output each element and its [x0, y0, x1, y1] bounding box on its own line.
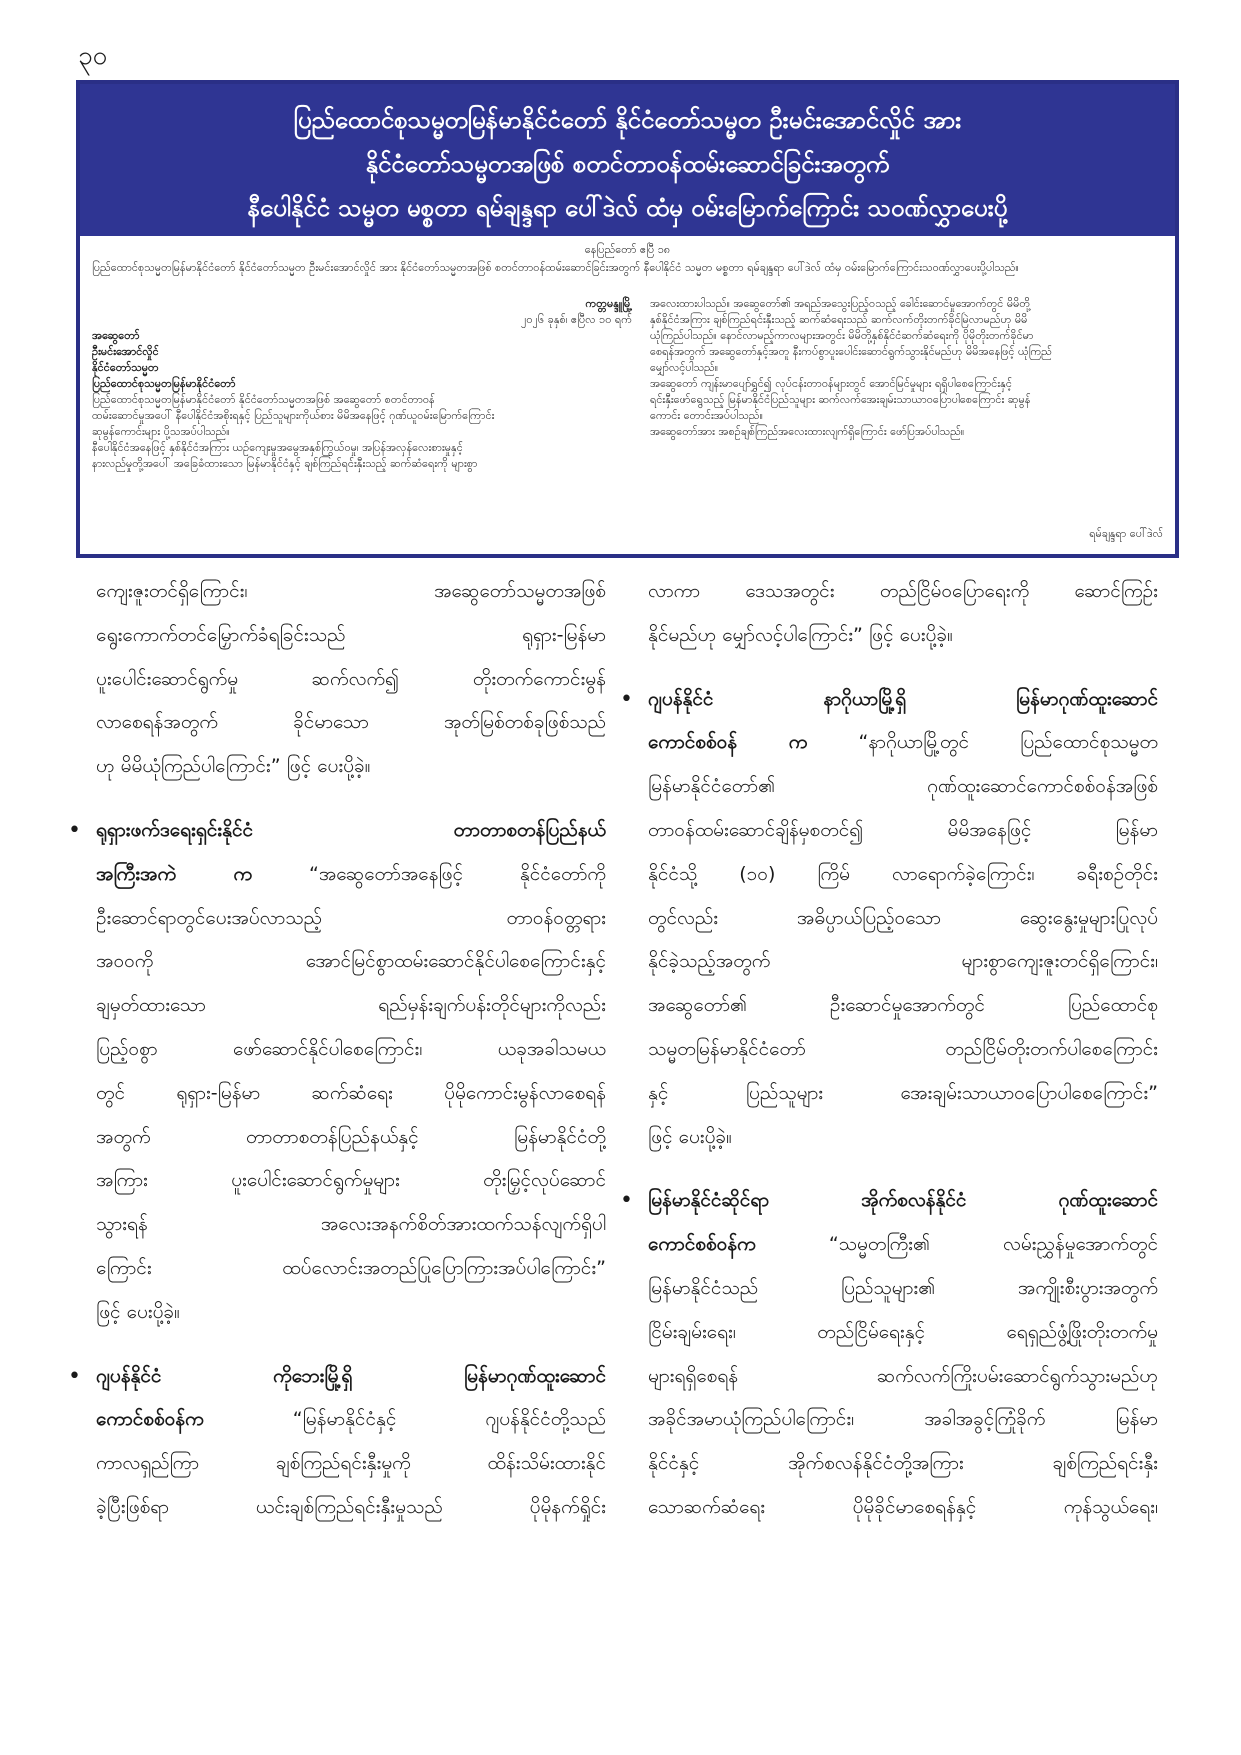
- bullet-item: [68, 1355, 606, 1399]
- text-line: မြန်မာနိုင်ငံတော်၏ ဂုဏ်ထူးဆောင်ကောင်စစ်ဝန်အဖြစ်: [648, 775, 1158, 798]
- bullet-icon: •: [620, 686, 633, 712]
- text-line: ဖြင့် ပေးပို့ခဲ့။: [648, 1125, 732, 1148]
- letter-text-line: ဆုမွန်ကောင်းများ ပို့သအပ်ပါသည်။: [92, 425, 230, 438]
- bullet-item: [620, 678, 1158, 722]
- item-heading: မြန်မာနိုင်ငံဆိုင်ရာ အိုက်စလန်နိုင်ငံ ဂုဏ်ထူးဆောင်: [648, 1189, 1158, 1212]
- text-line: ဦးဆောင်ရာတွင်ပေးအပ်လာသည့် တာဝန်ဝတ္တရား: [96, 906, 606, 929]
- item-heading: ကောင်စစ်ဝန်က: [648, 1233, 756, 1256]
- item-heading: ရုရှားဖက်ဒရေးရှင်းနိုင်ငံ တာတာစတန်ပြည်နယ်: [96, 818, 606, 841]
- text-line: အဆွေတော်၏ ဦးဆောင်မှုအောက်တွင် ပြည်ထောင်စု: [648, 994, 1158, 1017]
- text-line: နိုင်မည်ဟု မျှော်လင့်ပါကြောင်း” ဖြင့် ပေးပို့ခဲ့။: [648, 623, 953, 646]
- headline-line: ပြည်ထောင်စုသမ္မတမြန်မာနိုင်ငံတော် နိုင်ငံတော်သမ္မတ ဦးမင်းအောင်လှိုင် အား: [293, 106, 962, 134]
- headline-banner: [80, 84, 1175, 236]
- text-line: ဟု မိမိယုံကြည်ပါကြောင်း” ဖြင့် ပေးပို့ခဲ့။: [96, 755, 371, 778]
- text-line: မြန်မာနိုင်ငံသည် ပြည်သူများ၏ အကျိုးစီးပွားအတွက်: [648, 1276, 1158, 1299]
- text-line: လာကာ ဒေသအတွင်း တည်ငြိမ်ဝပြောရေးကို ဆောင်ကြဉ်း: [648, 580, 1158, 602]
- text-line: ချမှတ်ထားသော ရည်မှန်းချက်ပန်းတိုင်များကိုလည်း: [96, 994, 606, 1017]
- page-number: ၃၀: [78, 41, 108, 71]
- bullet-icon: •: [620, 1188, 633, 1214]
- letter-text-line: နားလည်မှုတို့အပေါ် အခြေခံထားသော မြန်မာနိုင်ငံနှင့် ချစ်ကြည်ရင်းနှီးသည့် ဆက်ဆံရေးကို များစွာ: [92, 457, 478, 470]
- letter-text-line: စေရန်အတွက် အဆွေတော်နှင့်အတူ နီးကပ်စွာပူးပေါင်းဆောင်ရွက်သွားနိုင်မည်ဟု မိမိအနေဖြင့် ယုံကြည်: [650, 345, 1052, 358]
- text-line: အကြား ပူးပေါင်းဆောင်ရွက်မှုများ တိုးမြှင့်လုပ်ဆောင်: [96, 1169, 606, 1192]
- headline-line: နီပေါနိုင်ငံ သမ္မတ မစ္စတာ ရမ်ချန္ဒရာ ပေါ်ဒဲလ် ထံမှ ဝမ်းမြောက်ကြောင်း သဝဏ်လွှာပေးပို့: [247, 194, 1008, 222]
- text-line: အခိုင်အမာယုံကြည်ပါကြောင်း၊ အခါအခွင့်ကြုံခိုက် မြန်မာ: [648, 1408, 1158, 1431]
- letter-right-column: [650, 296, 1165, 440]
- text-segment: “အဆွေတော်အနေဖြင့် နိုင်ငံတော်ကို: [309, 862, 607, 885]
- item-heading: ဂျပန်နိုင်ငံ ကိုဘေးမြို့ရှိ မြန်မာဂုဏ်ထူးဆောင်: [96, 1364, 606, 1387]
- text-line: နှင့် ပြည်သူများ အေးချမ်းသာယာဝပြောပါစေကြောင်း”: [648, 1081, 1158, 1104]
- letter-text-line: နှစ်နိုင်ငံအကြား ချစ်ကြည်ရင်းနှီးသည့် ဆက်ဆံရေးသည် ဆက်လက်တိုးတက်ခိုင်မြဲလာမည်ဟု မိမိ: [650, 313, 1028, 326]
- text-line: အတွက် တာတာစတန်ပြည်နယ်နှင့် မြန်မာနိုင်ငံတို့: [96, 1125, 606, 1148]
- letter-intro: ပြည်ထောင်စုသမ္မတမြန်မာနိုင်ငံတော် နိုင်ငံတော်သမ္မတ ဦးမင်းအောင်လှိုင် အား နိုင်ငံတော်သမ္မတအဖြစ် စတင်တာဝန်ထမ်းဆောင်ခြင်းအတွက် နီပေါနိုင်ငံ သမ္မတ မစ္စတာ ရမ်ချန္ဒရာ ပေါ်ဒဲလ် ထံမှ ဝမ်းမြောက်ကြောင်းသဝဏ်လွှာပေးပို့ပါသည်။: [92, 261, 1019, 274]
- text-line: အဝဝကို အောင်မြင်စွာထမ်းဆောင်နိုင်ပါစေကြောင်းနှင့်: [96, 950, 606, 973]
- text-line: တာဝန်ထမ်းဆောင်ချိန်မှစတင်၍ မိမိအနေဖြင့် မြန်မာ: [648, 818, 1158, 841]
- headline-line: နိုင်ငံတော်သမ္မတအဖြစ် စတင်တာဝန်ထမ်းဆောင်ခြင်းအတွက်: [365, 150, 890, 178]
- text-line: လာစေရန်အတွက် ခိုင်မာသော အုတ်မြစ်တစ်ခုဖြစ်သည်: [96, 711, 606, 734]
- bullet-item: [620, 1179, 1158, 1223]
- text-line: ငြိမ်းချမ်းရေး၊ တည်ငြိမ်ရေးနှင့် ရေရှည်ဖွံ့ဖြိုးတိုးတက်မှု: [648, 1320, 1158, 1343]
- text-line: တွင် ရုရှား-မြန်မာ ဆက်ဆံရေး ပိုမိုကောင်းမွန်လာစေရန်: [96, 1081, 606, 1104]
- letter-text-line: မျှော်လင့်ပါသည်။: [650, 361, 719, 374]
- text-line: ပြည့်ဝစွာ ဖော်ဆောင်နိုင်ပါစေကြောင်း၊ ယခုအခါသမယ: [96, 1037, 606, 1060]
- letter-date: ၂၀၂၆ ခုနှစ်၊ ဧပြီလ ၁၀ ရက်: [520, 313, 632, 326]
- text-segment: “မြန်မာနိုင်ငံနှင့် ဂျပန်နိုင်ငံတို့သည်: [292, 1408, 606, 1431]
- text-line: ဖြင့် ပေးပို့ခဲ့။: [96, 1300, 180, 1323]
- letter-text-line: ရင်းနှီးဖော်ရွေသည့် မြန်မာနိုင်ငံပြည်သူများ ဆက်လက်အေးချမ်းသာယာဝပြောပါစေကြောင်း ဆုမွန်: [650, 393, 1031, 406]
- bullet-item: [68, 809, 606, 853]
- letter-text-line: ယုံကြည်ပါသည်။ နောင်လာမည့်ကာလများအတွင်း မိမိတို့နှစ်နိုင်ငံဆက်ဆံရေးကို ပိုမိုတိုးတက်ခိုင်မာ: [650, 329, 1034, 342]
- letter-box: [76, 80, 1179, 558]
- article-column-1: [68, 570, 607, 1530]
- item-heading: ဂျပန်နိုင်ငံ နာဂိုယာမြို့ရှိ မြန်မာဂုဏ်ထူးဆောင်: [648, 687, 1158, 710]
- letter-text-line: အလေးထားပါသည်။ အဆွေတော်၏ အရည်အသွေးပြည့်ဝသည့် ခေါင်းဆောင်မှုအောက်တွင် မိမိတို့: [650, 297, 1031, 310]
- salutation-line: ပြည်ထောင်စုသမ္မတမြန်မာနိုင်ငံတော်: [92, 377, 236, 390]
- item-heading: ကောင်စစ်ဝန်က: [96, 1408, 204, 1431]
- item-heading: အကြီးအကဲ က: [96, 862, 253, 885]
- text-line: များရရှိစေရန် ဆက်လက်ကြိုးပမ်းဆောင်ရွက်သွားမည်ဟု: [648, 1364, 1158, 1387]
- bullet-icon: •: [68, 817, 81, 843]
- letter-text-line: ထမ်းဆောင်မှုအပေါ် နီပေါနိုင်ငံအစိုးရနှင့် ပြည်သူများကိုယ်စား မိမိအနေဖြင့် ဂုဏ်ယူဝမ်းမြောက်ကြောင်း: [92, 409, 495, 422]
- letter-text-line: ကောင်း တောင်းအပ်ပါသည်။: [650, 409, 763, 422]
- text-segment: “နာဂိုယာမြို့တွင် ပြည်ထောင်စုသမ္မတ: [858, 731, 1159, 754]
- salutation-line: ဦးမင်းအောင်လှိုင်: [92, 345, 159, 358]
- text-line: သမ္မတမြန်မာနိုင်ငံတော် တည်ငြိမ်တိုးတက်ပါစေကြောင်း: [648, 1037, 1158, 1060]
- letter-left-column: [92, 296, 632, 472]
- letter-dateline: နေပြည်တော် ဧပြီ ၁၈: [584, 243, 671, 256]
- letter-place: ကတ္တမန္ဒူမြို့: [585, 297, 632, 310]
- text-line: ကျေးဇူးတင်ရှိကြောင်း၊ အဆွေတော်သမ္မတအဖြစ်: [96, 580, 606, 602]
- text-line: ပူးပေါင်းဆောင်ရွက်မှု ဆက်လက်၍ တိုးတက်ကောင်းမွန်: [96, 667, 606, 690]
- letter-signature: ရမ်ချန္ဒရာ ပေါ်ဒဲလ်: [1089, 527, 1163, 540]
- salutation-line: နိုင်ငံတော်သမ္မတ: [92, 361, 159, 374]
- text-line: ခဲ့ပြီးဖြစ်ရာ ယင်းချစ်ကြည်ရင်းနှီးမှုသည် ပိုမိုနက်ရှိုင်း: [96, 1495, 606, 1518]
- letter-text-line: ပြည်ထောင်စုသမ္မတမြန်မာနိုင်ငံတော် နိုင်ငံတော်သမ္မတအဖြစ် အဆွေတော် စတင်တာဝန်: [92, 393, 435, 406]
- item-heading: ကောင်စစ်ဝန် က: [648, 731, 808, 754]
- text-segment: “သမ္မတကြီး၏ လမ်းညွှန်မှုအောက်တွင်: [828, 1233, 1159, 1256]
- letter-text-line: နီပေါနိုင်ငံအနေဖြင့် နှစ်နိုင်ငံအကြား ယဉ်ကျေးမှုအမွေအနှစ်ကြွယ်ဝမှု၊ အပြန်အလှန်လေးစားမှုနှင့်: [92, 441, 463, 454]
- text-line: နိုင်ငံသို့ (၁၀) ကြိမ် လာရောက်ခဲ့ကြောင်း၊ ခရီးစဉ်တိုင်း: [648, 862, 1158, 885]
- text-line: ကြောင်း ထပ်လောင်းအတည်ပြုပြောကြားအပ်ပါကြောင်း”: [96, 1256, 606, 1279]
- text-line: ရွေးကောက်တင်မြှောက်ခံရခြင်းသည် ရုရှား-မြန်မာ: [96, 623, 606, 646]
- letter-text-line: အဆွေတော်အား အစဉ်ချစ်ကြည်အလေးထားလျက်ရှိကြောင်း ဖော်ပြအပ်ပါသည်။: [650, 425, 965, 438]
- text-line: နိုင်ခဲ့သည့်အတွက် များစွာကျေးဇူးတင်ရှိကြောင်း၊: [648, 950, 1158, 973]
- letter-body: [80, 236, 1175, 554]
- text-line: ကာလရှည်ကြာ ချစ်ကြည်ရင်းနှီးမှုကို ထိန်းသိမ်းထားနိုင်: [96, 1452, 606, 1475]
- text-line: တွင်လည်း အဓိပ္ပာယ်ပြည့်ဝသော ဆွေးနွေးမှုများပြုလုပ်: [648, 906, 1158, 929]
- bullet-icon: •: [68, 1363, 81, 1389]
- article-column-2: [620, 570, 1159, 1530]
- text-line: သွားရန် အလေးအနက်စိတ်အားထက်သန်လျက်ရှိပါ: [96, 1213, 606, 1236]
- text-line: သောဆက်ဆံရေး ပိုမိုခိုင်မာစေရန်နှင့် ကုန်သွယ်ရေး၊: [648, 1495, 1158, 1518]
- salutation-line: အဆွေတော်: [92, 329, 140, 342]
- text-line: နိုင်ငံနှင့် အိုက်စလန်နိုင်ငံတို့အကြား ချစ်ကြည်ရင်းနှီး: [648, 1452, 1158, 1475]
- letter-text-line: အဆွေတော် ကျန်းမာပျော်ရွှင်၍ လုပ်ငန်းတာဝန်များတွင် အောင်မြင်မှုများ ရရှိပါစေကြောင်းနှင့်: [650, 377, 1012, 390]
